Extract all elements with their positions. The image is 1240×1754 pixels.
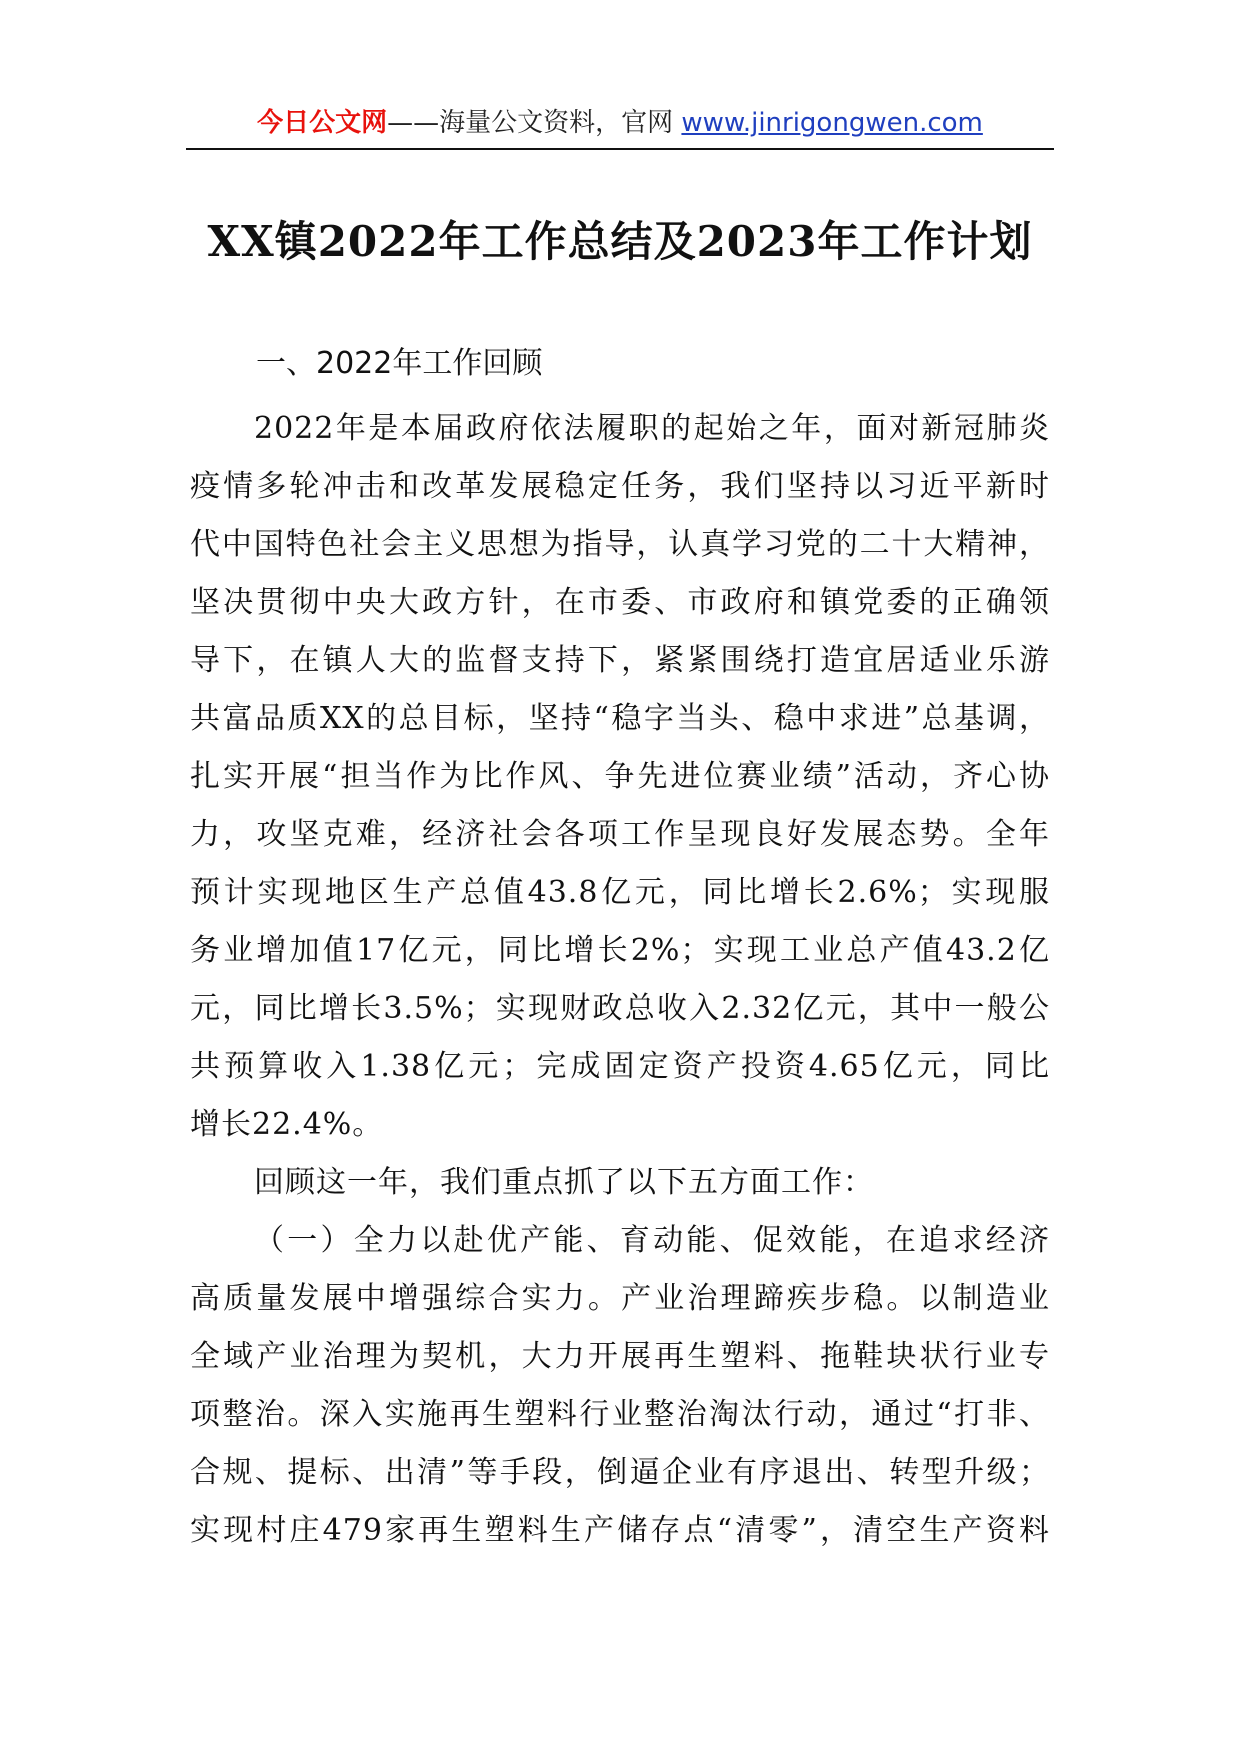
text-line: 共预算收入1.38亿元；完成固定资产投资4.65亿元，同比 (190, 1049, 1050, 1084)
site-tagline: ——海量公文资料，官网 (387, 108, 682, 138)
text-line: 预计实现地区生产总值43.8亿元，同比增长2.6%；实现服 (190, 875, 1050, 910)
text-line: （一）全力以赴优产能、育动能、促效能，在追求经济 (254, 1223, 1050, 1258)
text-line: 增长22.4%。 (190, 1107, 384, 1142)
text-line: 疫情多轮冲击和改革发展稳定任务，我们坚持以习近平新时 (190, 469, 1050, 504)
text-line: 高质量发展中增强综合实力。产业治理蹄疾步稳。以制造业 (190, 1281, 1050, 1316)
text-line: 共富品质XX的总目标，坚持“稳字当头、稳中求进”总基调， (190, 701, 1050, 736)
text-line: 力，攻坚克难，经济社会各项工作呈现良好发展态势。全年 (190, 817, 1050, 852)
section-heading: 一、2022年工作回顾 (256, 346, 543, 381)
paragraph-summary (190, 1154, 1050, 1212)
text-line: 扎实开展“担当作为比作风、争先进位赛业绩”活动，齐心协 (190, 759, 1050, 794)
header-divider (186, 148, 1054, 150)
text-line: 合规、提标、出清”等手段，倒逼企业有序退出、转型升级； (190, 1455, 1050, 1490)
document-title: XX镇2022年工作总结及2023年工作计划 (207, 217, 1033, 266)
paragraph-item-one (190, 1212, 1050, 1560)
text-line: 2022年是本届政府依法履职的起始之年，面对新冠肺炎 (254, 411, 1050, 446)
text-line: 全域产业治理为契机，大力开展再生塑料、拖鞋块状行业专 (190, 1339, 1050, 1374)
site-url-link[interactable]: www.jinrigongwen.com (681, 108, 983, 138)
text-line: 回顾这一年，我们重点抓了以下五方面工作： (254, 1165, 874, 1200)
text-line: 代中国特色社会主义思想为指导，认真学习党的二十大精神， (190, 527, 1050, 562)
text-line: 实现村庄479家再生塑料生产储存点“清零”，清空生产资料 (190, 1513, 1050, 1548)
text-line: 坚决贯彻中央大政方针，在市委、市政府和镇党委的正确领 (190, 585, 1050, 620)
text-line: 元，同比增长3.5%；实现财政总收入2.32亿元，其中一般公 (190, 991, 1050, 1026)
text-line: 务业增加值17亿元，同比增长2%；实现工业总产值43.2亿 (190, 933, 1050, 968)
site-brand: 今日公文网 (257, 108, 388, 138)
page-header (186, 100, 1054, 146)
paragraph-review (190, 400, 1050, 1154)
text-line: 项整治。深入实施再生塑料行业整治淘汰行动，通过“打非、 (190, 1397, 1050, 1432)
text-line: 导下，在镇人大的监督支持下，紧紧围绕打造宜居适业乐游 (190, 643, 1050, 678)
